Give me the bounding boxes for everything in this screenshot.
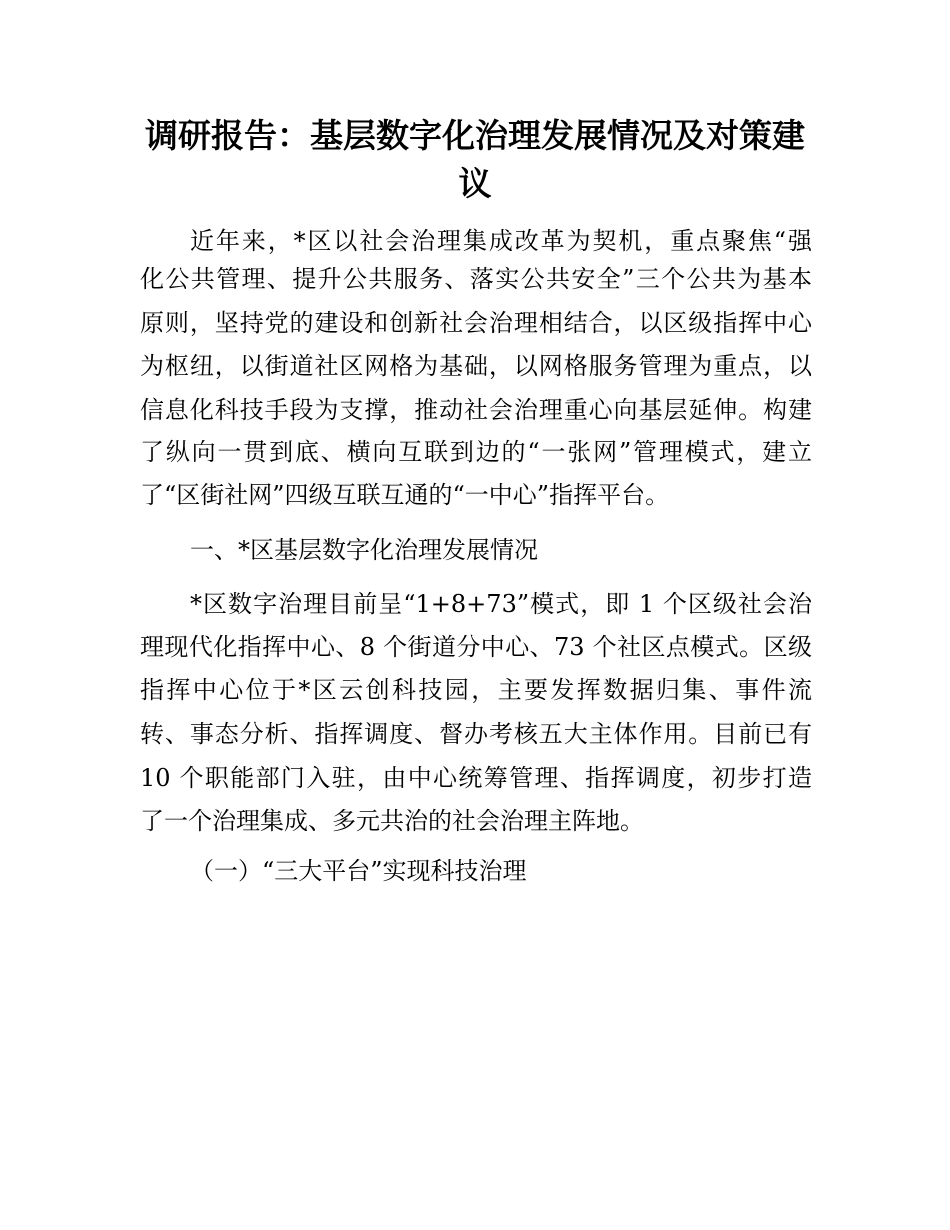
paragraph-2-line-3: 指挥中心位于*区云创科技园，主要发挥数据归集、事件流 [140,676,812,704]
document-title: 调研报告：基层数字化治理发展情况及对策建议 [145,116,805,203]
paragraph-2-line-2: 理现代化指挥中心、8 个街道分中心、73 个社区点模式。区级 [140,633,812,661]
paragraph-1-line-3: 原则，坚持党的建设和创新社会治理相结合，以区级指挥中心 [140,309,812,337]
paragraph-1-line-6: 了纵向一贯到底、横向互联到边的“一张网”管理模式，建立 [140,438,812,466]
section-heading-1: 一、*区基层数字化治理发展情况 [190,536,538,564]
paragraph-1-line-2: 化公共管理、提升公共服务、落实公共安全”三个公共为基本 [140,265,812,293]
paragraph-1-line-1: 近年来，*区以社会治理集成改革为契机，重点聚焦“强 [190,227,812,255]
paragraph-1-line-5: 信息化科技手段为支撑，推动社会治理重心向基层延伸。构建 [140,396,812,424]
paragraph-2-line-4: 转、事态分析、指挥调度、督办考核五大主体作用。目前已有 [140,720,812,748]
paragraph-2-line-6: 了一个治理集成、多元共治的社会治理主阵地。 [140,807,644,835]
paragraph-2-line-1: *区数字治理目前呈“1+8+73”模式，即 1 个区级社会治 [190,590,812,618]
paragraph-2-line-5: 10 个职能部门入驻，由中心统筹管理、指挥调度，初步打造 [140,764,812,792]
paragraph-1-line-4: 为枢纽，以街道社区网格为基础，以网格服务管理为重点，以 [140,352,812,380]
paragraph-1-line-7: 了“区街社网”四级互联互通的“一中心”指挥平台。 [140,481,670,509]
subsection-heading-1: （一）“三大平台”实现科技治理 [190,857,527,885]
